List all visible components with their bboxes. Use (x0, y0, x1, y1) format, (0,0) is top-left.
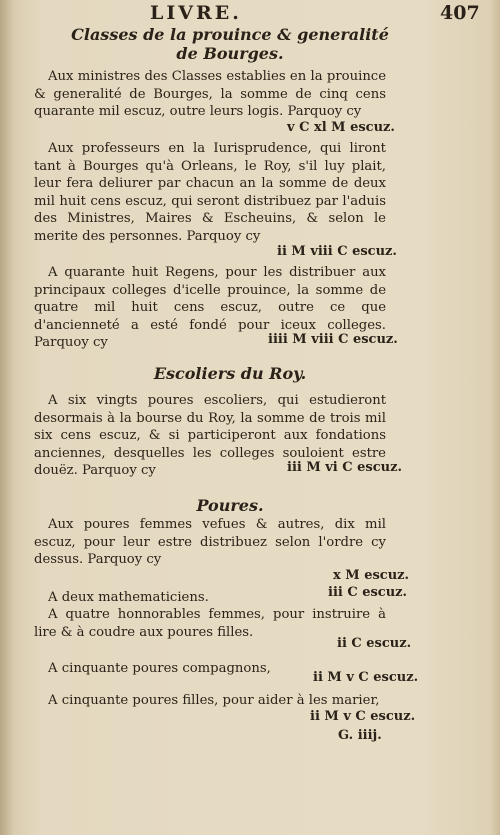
amount-professeurs: ii M viii C escuz. (277, 244, 397, 259)
page-header (0, 2, 500, 22)
amount-regens: iiii M viii C escuz. (268, 332, 398, 347)
paragraph-honnorables-femmes: A quatre honnorables femmes, pour instruire à lire & à coudre aux poures filles. (34, 607, 386, 640)
section-title-poures: Poures. (196, 496, 264, 515)
section-title-line-1: Classes de la prouince & generalité (71, 25, 389, 44)
amount-honnorables-femmes: ii C escuz. (337, 636, 412, 651)
paragraph-regens: A quarante huit Regens, pour les distribuer aux principaux colleges d'icelle prouince, la somme de quatre mil huit cens escuz, outre ce que d'ancienneté a esté fondé pour iceux colleges. Parquoy cy (34, 265, 386, 350)
running-head: LIVRE. (150, 2, 242, 24)
section-title-classes (60, 25, 400, 63)
paragraph-professeurs: Aux professeurs en la Iurisprudence, qui liront tant à Bourges qu'à Orleans, le Roy, s'il luy plait, leur fera deliurer par chacun an la somme de deux mil huit cens escuz, qui seront distribuez par l'aduis des Ministres, Maires & Escheuins, & selon le merite des personnes. Parquoy cy (34, 141, 386, 244)
section-title-escoliers: Escoliers du Roy. (153, 364, 307, 383)
amount-mathematiciens: iii C escuz. (328, 585, 408, 600)
line-poures-filles: A cinquante poures filles, pour aider à les marier, (48, 693, 380, 708)
signature-mark: G. iiij. (338, 728, 382, 743)
paragraph-escoliers: A six vingts poures escoliers, qui estudieront desormais à la bourse du Roy, la somme de trois mil six cens escuz, & si participeront aux fondations anciennes, desquelles les colleges souloient estre douëz. Parquoy cy (34, 393, 386, 478)
paragraph-femmes-vefues: Aux poures femmes vefues & autres, dix mil escuz, pour leur estre distribuez selon l'ordre cy dessus. Parquoy cy (34, 517, 386, 567)
amount-poures-filles: ii M v C escuz. (310, 709, 416, 724)
amount-escoliers: iii M vi C escuz. (287, 460, 403, 475)
line-mathematiciens: A deux mathematiciens. (48, 590, 209, 605)
line-poures-compagnons: A cinquante poures compagnons, (48, 661, 271, 676)
amount-ministres: v C xl M escuz. (287, 120, 395, 135)
amount-poures-compagnons: ii M v C escuz. (313, 670, 419, 685)
amount-femmes-vefues: x M escuz. (333, 568, 410, 583)
paragraph-ministres: Aux ministres des Classes establies en la prouince & generalité de Bourges, la somme de cinq cens quarante mil escuz, outre leurs logis. Parquoy cy (34, 69, 386, 119)
section-title-line-2: de Bourges. (176, 44, 284, 63)
page-number: 407 (440, 2, 480, 24)
